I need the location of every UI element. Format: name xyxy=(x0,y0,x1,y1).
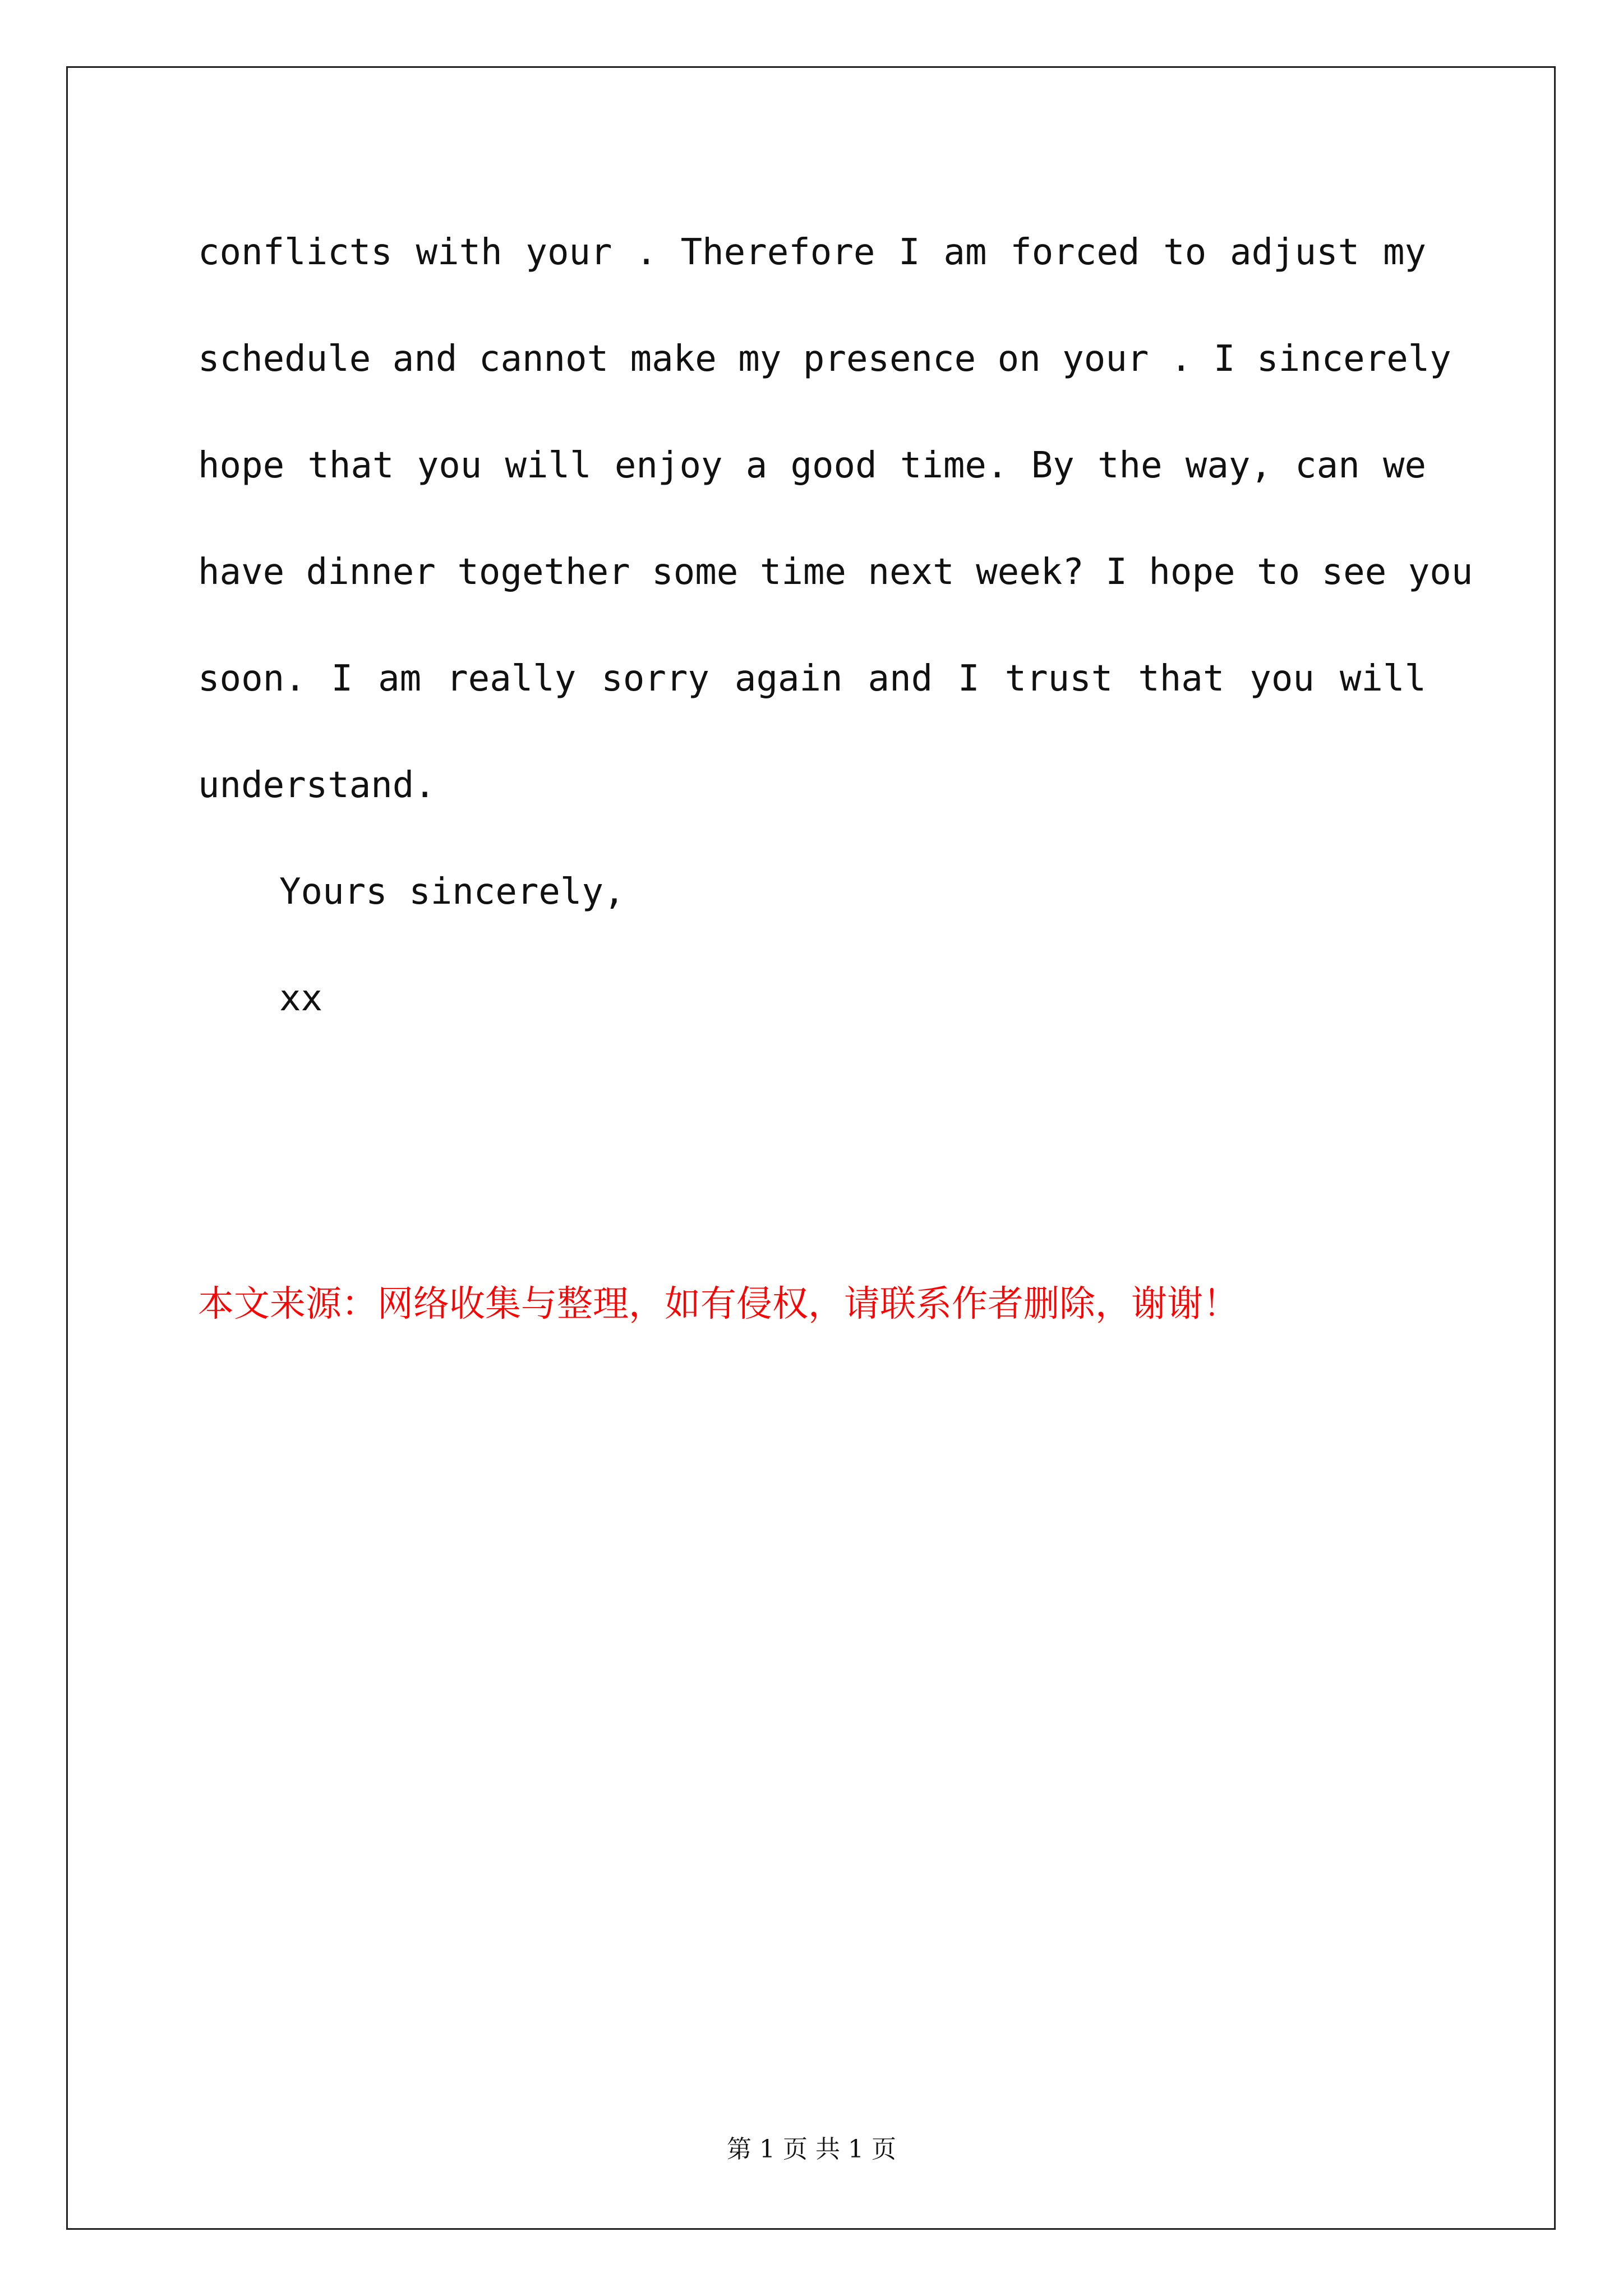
letter-line-5: soon. I am really sorry again and I trust that you will xyxy=(198,658,1426,700)
letter-line-3: hope that you will enjoy a good time. By the way, can we xyxy=(198,445,1426,486)
letter-line-6: understand. xyxy=(198,765,436,806)
letter-body xyxy=(198,219,1473,1071)
letter-line-4: have dinner together some time next week? I hope to see you xyxy=(198,551,1473,593)
letter-line-1: conflicts with your . Therefore I am forced to adjust my xyxy=(198,232,1426,273)
page-number-footer: 第 1 页 共 1 页 xyxy=(727,2135,896,2164)
letter-signature: xx xyxy=(279,978,323,1019)
source-notice: 本文来源：网络收集与整理，如有侵权，请联系作者删除，谢谢！ xyxy=(198,1283,1239,1325)
letter-closing: Yours sincerely, xyxy=(279,871,625,913)
letter-line-2: schedule and cannot make my presence on your . I sincerely xyxy=(198,338,1451,380)
